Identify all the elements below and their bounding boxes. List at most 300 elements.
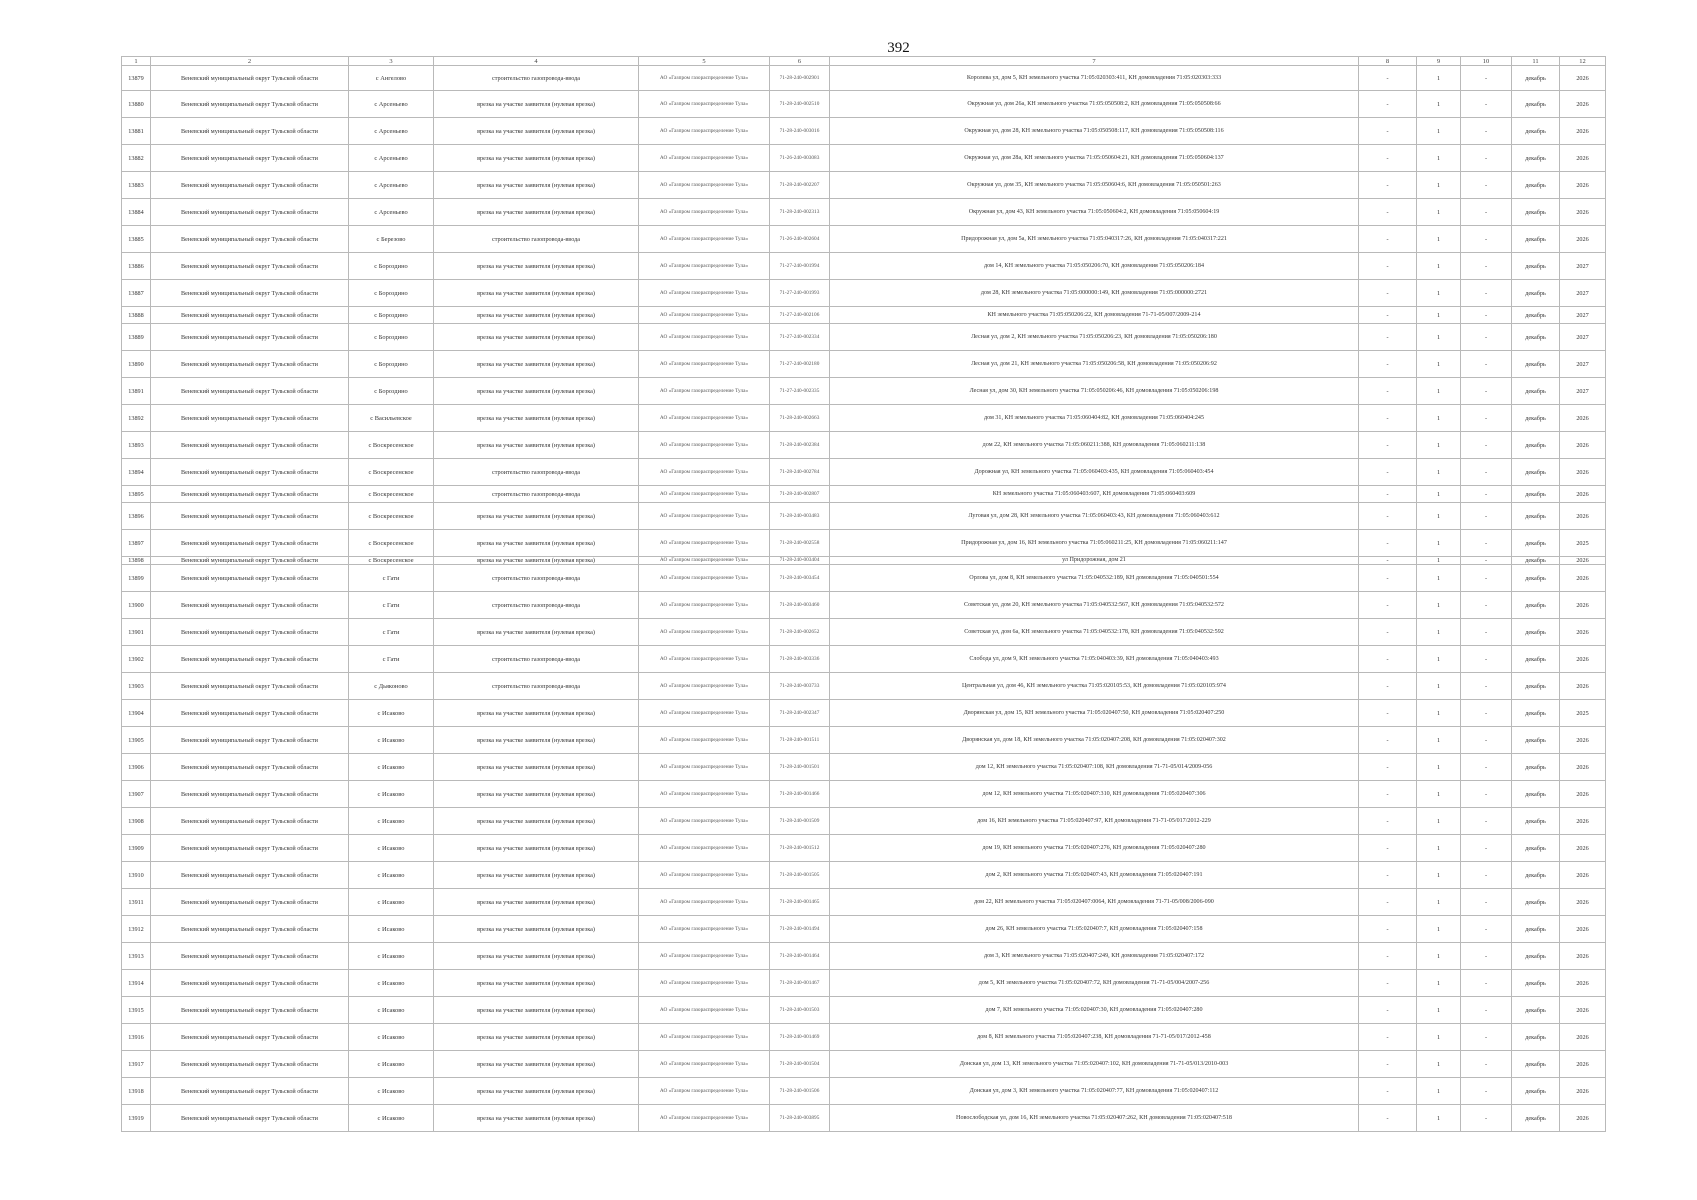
month-cell: декабрь <box>1512 307 1560 324</box>
organization-cell: АО «Газпром газораспределение Тула» <box>639 727 770 754</box>
organization-cell: АО «Газпром газораспределение Тула» <box>639 91 770 118</box>
row-number: 13894 <box>122 459 151 486</box>
organization-cell: АО «Газпром газораспределение Тула» <box>639 253 770 280</box>
col8-cell: - <box>1359 862 1417 889</box>
district-cell: Веневский муниципальный округ Тульской области <box>151 172 349 199</box>
col8-cell: - <box>1359 754 1417 781</box>
table-row <box>122 199 1606 226</box>
row-number: 13900 <box>122 592 151 619</box>
year-cell: 2026 <box>1560 619 1606 646</box>
table-row <box>122 943 1606 970</box>
col8-cell: - <box>1359 226 1417 253</box>
table-row <box>122 91 1606 118</box>
col8-cell: - <box>1359 1024 1417 1051</box>
organization-cell: АО «Газпром газораспределение Тула» <box>639 1105 770 1132</box>
work-type-cell: врезка на участке заявителя (нулевая врезка) <box>434 889 639 916</box>
address-cell: Дворянская ул, дом 18, КН земельного участка 71:05:020407:208, КН домовладения 71:05:020407:302 <box>830 727 1359 754</box>
settlement-cell: с Исаково <box>349 700 434 727</box>
month-cell: декабрь <box>1512 727 1560 754</box>
row-number: 13907 <box>122 781 151 808</box>
district-cell: Веневский муниципальный округ Тульской области <box>151 781 349 808</box>
district-cell: Веневский муниципальный округ Тульской области <box>151 1051 349 1078</box>
row-number: 13906 <box>122 754 151 781</box>
col10-cell: - <box>1461 1051 1512 1078</box>
col10-cell: - <box>1461 199 1512 226</box>
table-row <box>122 1105 1606 1132</box>
column-header-9: 9 <box>1417 57 1461 66</box>
year-cell: 2026 <box>1560 226 1606 253</box>
row-number: 13919 <box>122 1105 151 1132</box>
organization-cell: АО «Газпром газораспределение Тула» <box>639 646 770 673</box>
col10-cell: - <box>1461 378 1512 405</box>
month-cell: декабрь <box>1512 619 1560 646</box>
settlement-cell: с Арсеньево <box>349 199 434 226</box>
month-cell: декабрь <box>1512 145 1560 172</box>
month-cell: декабрь <box>1512 889 1560 916</box>
row-number: 13897 <box>122 530 151 557</box>
year-cell: 2026 <box>1560 118 1606 145</box>
year-cell: 2027 <box>1560 351 1606 378</box>
column-header-4: 4 <box>434 57 639 66</box>
organization-cell: АО «Газпром газораспределение Тула» <box>639 145 770 172</box>
quantity-cell: 1 <box>1417 592 1461 619</box>
year-cell: 2026 <box>1560 91 1606 118</box>
quantity-cell: 1 <box>1417 66 1461 91</box>
quantity-cell: 1 <box>1417 91 1461 118</box>
address-cell: Окружная ул, дом 28а, КН земельного участка 71:05:050604:21, КН домовладения 71:05:050604:137 <box>830 145 1359 172</box>
organization-cell: АО «Газпром газораспределение Тула» <box>639 700 770 727</box>
column-header-1: 1 <box>122 57 151 66</box>
table-row <box>122 557 1606 565</box>
settlement-cell: с Воскресенское <box>349 503 434 530</box>
address-cell: Советская ул, дом 20, КН земельного участка 71:05:040532:567, КН домовладения 71:05:040532:572 <box>830 592 1359 619</box>
organization-cell: АО «Газпром газораспределение Тула» <box>639 172 770 199</box>
col8-cell: - <box>1359 459 1417 486</box>
address-cell: Луговая ул, дом 28, КН земельного участка 71:05:060403:43, КН домовладения 71:05:060403:612 <box>830 503 1359 530</box>
work-type-cell: врезка на участке заявителя (нулевая врезка) <box>434 1051 639 1078</box>
settlement-cell: с Исаково <box>349 1078 434 1105</box>
col8-cell: - <box>1359 646 1417 673</box>
code-cell: 71-26-240-003083 <box>770 145 830 172</box>
table-row <box>122 226 1606 253</box>
district-cell: Веневский муниципальный округ Тульской области <box>151 1105 349 1132</box>
col10-cell: - <box>1461 486 1512 503</box>
code-cell: 71-26-240-002604 <box>770 226 830 253</box>
organization-cell: АО «Газпром газораспределение Тула» <box>639 889 770 916</box>
settlement-cell: с Исаково <box>349 1051 434 1078</box>
col8-cell: - <box>1359 565 1417 592</box>
organization-cell: АО «Газпром газораспределение Тула» <box>639 835 770 862</box>
row-number: 13884 <box>122 199 151 226</box>
col8-cell: - <box>1359 808 1417 835</box>
table-row <box>122 307 1606 324</box>
settlement-cell: с Ангелово <box>349 66 434 91</box>
district-cell: Веневский муниципальный округ Тульской области <box>151 943 349 970</box>
col10-cell: - <box>1461 646 1512 673</box>
address-cell: дом 8, КН земельного участка 71:05:020407:238, КН домовладения 71-71-05/017/2012-458 <box>830 1024 1359 1051</box>
work-type-cell: врезка на участке заявителя (нулевая врезка) <box>434 835 639 862</box>
organization-cell: АО «Газпром газораспределение Тула» <box>639 118 770 145</box>
column-header-11: 11 <box>1512 57 1560 66</box>
row-number: 13899 <box>122 565 151 592</box>
col10-cell: - <box>1461 835 1512 862</box>
quantity-cell: 1 <box>1417 673 1461 700</box>
quantity-cell: 1 <box>1417 378 1461 405</box>
row-number: 13914 <box>122 970 151 997</box>
district-cell: Веневский муниципальный округ Тульской области <box>151 1024 349 1051</box>
organization-cell: АО «Газпром газораспределение Тула» <box>639 970 770 997</box>
code-cell: 71-28-240-001506 <box>770 1078 830 1105</box>
col8-cell: - <box>1359 781 1417 808</box>
month-cell: декабрь <box>1512 486 1560 503</box>
quantity-cell: 1 <box>1417 1105 1461 1132</box>
code-cell: 71-28-240-003460 <box>770 592 830 619</box>
settlement-cell: с Воскресенское <box>349 486 434 503</box>
quantity-cell: 1 <box>1417 351 1461 378</box>
district-cell: Веневский муниципальный округ Тульской области <box>151 808 349 835</box>
row-number: 13881 <box>122 118 151 145</box>
code-cell: 71-28-240-002807 <box>770 486 830 503</box>
work-type-cell: врезка на участке заявителя (нулевая врезка) <box>434 199 639 226</box>
work-type-cell: врезка на участке заявителя (нулевая врезка) <box>434 1078 639 1105</box>
district-cell: Веневский муниципальный округ Тульской области <box>151 280 349 307</box>
col10-cell: - <box>1461 889 1512 916</box>
organization-cell: АО «Газпром газораспределение Тула» <box>639 862 770 889</box>
settlement-cell: с Гати <box>349 646 434 673</box>
row-number: 13910 <box>122 862 151 889</box>
work-type-cell: строительство газопровода-ввода <box>434 66 639 91</box>
address-cell: дом 22, КН земельного участка 71:05:060211:388, КН домовладения 71:05:060211:138 <box>830 432 1359 459</box>
row-number: 13886 <box>122 253 151 280</box>
month-cell: декабрь <box>1512 91 1560 118</box>
organization-cell: АО «Газпром газораспределение Тула» <box>639 997 770 1024</box>
settlement-cell: с Воскресенское <box>349 530 434 557</box>
district-cell: Веневский муниципальный округ Тульской области <box>151 253 349 280</box>
address-cell: Окружная ул, дом 35, КН земельного участка 71:05:050604:6, КН домовладения 71:05:050501:263 <box>830 172 1359 199</box>
table-row <box>122 118 1606 145</box>
address-cell: дом 12, КН земельного участка 71:05:020407:310, КН домовладения 71:05:020407:306 <box>830 781 1359 808</box>
month-cell: декабрь <box>1512 351 1560 378</box>
month-cell: декабрь <box>1512 970 1560 997</box>
table-row <box>122 673 1606 700</box>
table-row <box>122 916 1606 943</box>
code-cell: 71-27-240-002335 <box>770 378 830 405</box>
quantity-cell: 1 <box>1417 1078 1461 1105</box>
work-type-cell: врезка на участке заявителя (нулевая врезка) <box>434 1024 639 1051</box>
organization-cell: АО «Газпром газораспределение Тула» <box>639 916 770 943</box>
settlement-cell: с Воскресенское <box>349 432 434 459</box>
address-cell: КН земельного участка 71:05:050206:22, КН домовладения 71-71-05/007/2009-214 <box>830 307 1359 324</box>
row-number: 13892 <box>122 405 151 432</box>
district-cell: Веневский муниципальный округ Тульской области <box>151 226 349 253</box>
organization-cell: АО «Газпром газораспределение Тула» <box>639 565 770 592</box>
work-type-cell: врезка на участке заявителя (нулевая врезка) <box>434 172 639 199</box>
year-cell: 2027 <box>1560 324 1606 351</box>
month-cell: декабрь <box>1512 781 1560 808</box>
address-cell: дом 16, КН земельного участка 71:05:020407:97, КН домовладения 71-71-05/017/2012-229 <box>830 808 1359 835</box>
month-cell: декабрь <box>1512 253 1560 280</box>
settlement-cell: с Исаково <box>349 1105 434 1132</box>
row-number: 13893 <box>122 432 151 459</box>
col8-cell: - <box>1359 118 1417 145</box>
month-cell: декабрь <box>1512 565 1560 592</box>
year-cell: 2026 <box>1560 503 1606 530</box>
code-cell: 71-28-240-003016 <box>770 118 830 145</box>
district-cell: Веневский муниципальный округ Тульской области <box>151 592 349 619</box>
table-row <box>122 145 1606 172</box>
column-header-6: 6 <box>770 57 830 66</box>
col8-cell: - <box>1359 91 1417 118</box>
work-type-cell: врезка на участке заявителя (нулевая врезка) <box>434 118 639 145</box>
organization-cell: АО «Газпром газораспределение Тула» <box>639 280 770 307</box>
address-cell: Дворянская ул, дом 15, КН земельного участка 71:05:020407:50, КН домовладения 71:05:020407:250 <box>830 700 1359 727</box>
work-type-cell: врезка на участке заявителя (нулевая врезка) <box>434 405 639 432</box>
col8-cell: - <box>1359 916 1417 943</box>
district-cell: Веневский муниципальный округ Тульской области <box>151 835 349 862</box>
settlement-cell: с Исаково <box>349 1024 434 1051</box>
table-row <box>122 1051 1606 1078</box>
col10-cell: - <box>1461 226 1512 253</box>
year-cell: 2026 <box>1560 459 1606 486</box>
work-type-cell: врезка на участке заявителя (нулевая врезка) <box>434 253 639 280</box>
work-type-cell: врезка на участке заявителя (нулевая врезка) <box>434 145 639 172</box>
col8-cell: - <box>1359 835 1417 862</box>
quantity-cell: 1 <box>1417 199 1461 226</box>
month-cell: декабрь <box>1512 432 1560 459</box>
col8-cell: - <box>1359 486 1417 503</box>
district-cell: Веневский муниципальный округ Тульской области <box>151 432 349 459</box>
month-cell: декабрь <box>1512 1051 1560 1078</box>
table-row <box>122 727 1606 754</box>
work-type-cell: врезка на участке заявителя (нулевая врезка) <box>434 1105 639 1132</box>
address-cell: Донская ул, дом 13, КН земельного участка 71:05:020407:102, КН домовладения 71-71-05/013/2010-003 <box>830 1051 1359 1078</box>
work-type-cell: строительство газопровода-ввода <box>434 459 639 486</box>
col8-cell: - <box>1359 1051 1417 1078</box>
year-cell: 2026 <box>1560 916 1606 943</box>
code-cell: 71-28-240-003454 <box>770 565 830 592</box>
column-header-12: 12 <box>1560 57 1606 66</box>
settlement-cell: с Исаково <box>349 754 434 781</box>
year-cell: 2025 <box>1560 700 1606 727</box>
year-cell: 2026 <box>1560 199 1606 226</box>
quantity-cell: 1 <box>1417 970 1461 997</box>
work-type-cell: врезка на участке заявителя (нулевая врезка) <box>434 503 639 530</box>
work-type-cell: строительство газопровода-ввода <box>434 226 639 253</box>
col8-cell: - <box>1359 970 1417 997</box>
code-cell: 71-27-240-002334 <box>770 324 830 351</box>
month-cell: декабрь <box>1512 916 1560 943</box>
table-row <box>122 280 1606 307</box>
code-cell: 71-27-240-002106 <box>770 307 830 324</box>
work-type-cell: врезка на участке заявителя (нулевая врезка) <box>434 619 639 646</box>
work-type-cell: врезка на участке заявителя (нулевая врезка) <box>434 808 639 835</box>
table-row <box>122 66 1606 91</box>
district-cell: Веневский муниципальный округ Тульской области <box>151 324 349 351</box>
organization-cell: АО «Газпром газораспределение Тула» <box>639 557 770 565</box>
district-cell: Веневский муниципальный округ Тульской области <box>151 970 349 997</box>
year-cell: 2026 <box>1560 486 1606 503</box>
address-cell: Донская ул, дом 3, КН земельного участка 71:05:020407:77, КН домовладения 71:05:020407:112 <box>830 1078 1359 1105</box>
work-type-cell: врезка на участке заявителя (нулевая врезка) <box>434 916 639 943</box>
address-cell: Лесная ул, дом 30, КН земельного участка 71:05:050206:46, КН домовладения 71:05:050206:198 <box>830 378 1359 405</box>
col8-cell: - <box>1359 66 1417 91</box>
quantity-cell: 1 <box>1417 1051 1461 1078</box>
col10-cell: - <box>1461 673 1512 700</box>
quantity-cell: 1 <box>1417 619 1461 646</box>
col8-cell: - <box>1359 199 1417 226</box>
settlement-cell: с Исаково <box>349 997 434 1024</box>
quantity-cell: 1 <box>1417 943 1461 970</box>
year-cell: 2027 <box>1560 280 1606 307</box>
row-number: 13917 <box>122 1051 151 1078</box>
address-cell: дом 28, КН земельного участка 71:05:000000:149, КН домовладения 71:05:000000:2721 <box>830 280 1359 307</box>
code-cell: 71-28-240-003895 <box>770 1105 830 1132</box>
district-cell: Веневский муниципальный округ Тульской области <box>151 145 349 172</box>
year-cell: 2026 <box>1560 557 1606 565</box>
district-cell: Веневский муниципальный округ Тульской области <box>151 565 349 592</box>
district-cell: Веневский муниципальный округ Тульской области <box>151 199 349 226</box>
year-cell: 2026 <box>1560 66 1606 91</box>
address-cell: дом 12, КН земельного участка 71:05:020407:108, КН домовладения 71-71-05/014/2009-056 <box>830 754 1359 781</box>
code-cell: 71-28-240-001503 <box>770 997 830 1024</box>
table-row <box>122 405 1606 432</box>
district-cell: Веневский муниципальный округ Тульской области <box>151 1078 349 1105</box>
code-cell: 71-28-240-002347 <box>770 700 830 727</box>
settlement-cell: с Воскресенское <box>349 557 434 565</box>
month-cell: декабрь <box>1512 700 1560 727</box>
quantity-cell: 1 <box>1417 781 1461 808</box>
table-row <box>122 378 1606 405</box>
col8-cell: - <box>1359 727 1417 754</box>
col8-cell: - <box>1359 172 1417 199</box>
organization-cell: АО «Газпром газораспределение Тула» <box>639 486 770 503</box>
row-number: 13905 <box>122 727 151 754</box>
settlement-cell: с Исаково <box>349 943 434 970</box>
year-cell: 2026 <box>1560 781 1606 808</box>
month-cell: декабрь <box>1512 503 1560 530</box>
code-cell: 71-28-240-002313 <box>770 199 830 226</box>
year-cell: 2026 <box>1560 646 1606 673</box>
organization-cell: АО «Газпром газораспределение Тула» <box>639 592 770 619</box>
settlement-cell: с Воскресенское <box>349 459 434 486</box>
col8-cell: - <box>1359 378 1417 405</box>
col8-cell: - <box>1359 619 1417 646</box>
district-cell: Веневский муниципальный округ Тульской области <box>151 916 349 943</box>
address-cell: Центральная ул, дом 46, КН земельного участка 71:05:020105:53, КН домовладения 71:05:020105:974 <box>830 673 1359 700</box>
organization-cell: АО «Газпром газораспределение Тула» <box>639 226 770 253</box>
quantity-cell: 1 <box>1417 916 1461 943</box>
month-cell: декабрь <box>1512 324 1560 351</box>
row-number: 13887 <box>122 280 151 307</box>
settlement-cell: с Гати <box>349 592 434 619</box>
code-cell: 71-28-240-002207 <box>770 172 830 199</box>
col10-cell: - <box>1461 565 1512 592</box>
col10-cell: - <box>1461 118 1512 145</box>
table-row <box>122 432 1606 459</box>
code-cell: 71-28-240-003404 <box>770 557 830 565</box>
district-cell: Веневский муниципальный округ Тульской области <box>151 889 349 916</box>
table-row <box>122 970 1606 997</box>
address-cell: Окружная ул, дом 26а, КН земельного участка 71:05:050508:2, КН домовладения 71:05:050508:66 <box>830 91 1359 118</box>
col8-cell: - <box>1359 700 1417 727</box>
col8-cell: - <box>1359 943 1417 970</box>
year-cell: 2026 <box>1560 673 1606 700</box>
col10-cell: - <box>1461 1024 1512 1051</box>
work-type-cell: врезка на участке заявителя (нулевая врезка) <box>434 432 639 459</box>
quantity-cell: 1 <box>1417 253 1461 280</box>
table-row <box>122 997 1606 1024</box>
code-cell: 71-28-240-001466 <box>770 781 830 808</box>
table-row <box>122 530 1606 557</box>
work-type-cell: врезка на участке заявителя (нулевая врезка) <box>434 970 639 997</box>
year-cell: 2026 <box>1560 808 1606 835</box>
col8-cell: - <box>1359 324 1417 351</box>
row-number: 13889 <box>122 324 151 351</box>
code-cell: 71-28-240-001509 <box>770 808 830 835</box>
col8-cell: - <box>1359 145 1417 172</box>
code-cell: 71-28-240-001505 <box>770 862 830 889</box>
col10-cell: - <box>1461 405 1512 432</box>
district-cell: Веневский муниципальный округ Тульской области <box>151 754 349 781</box>
district-cell: Веневский муниципальный округ Тульской области <box>151 66 349 91</box>
quantity-cell: 1 <box>1417 324 1461 351</box>
settlement-cell: с Арсеньево <box>349 91 434 118</box>
col10-cell: - <box>1461 1105 1512 1132</box>
col10-cell: - <box>1461 700 1512 727</box>
district-cell: Веневский муниципальный округ Тульской области <box>151 619 349 646</box>
settlement-cell: с Березово <box>349 226 434 253</box>
month-cell: декабрь <box>1512 943 1560 970</box>
month-cell: декабрь <box>1512 1105 1560 1132</box>
district-cell: Веневский муниципальный округ Тульской области <box>151 997 349 1024</box>
column-header-7: 7 <box>830 57 1359 66</box>
quantity-cell: 1 <box>1417 459 1461 486</box>
code-cell: 71-28-240-001501 <box>770 754 830 781</box>
table-row <box>122 754 1606 781</box>
page-number: 392 <box>887 40 910 56</box>
organization-cell: АО «Газпром газораспределение Тула» <box>639 1024 770 1051</box>
quantity-cell: 1 <box>1417 307 1461 324</box>
col8-cell: - <box>1359 673 1417 700</box>
table-row <box>122 1078 1606 1105</box>
month-cell: декабрь <box>1512 378 1560 405</box>
table-row <box>122 646 1606 673</box>
year-cell: 2026 <box>1560 1051 1606 1078</box>
table-row <box>122 862 1606 889</box>
table-row <box>122 700 1606 727</box>
col8-cell: - <box>1359 530 1417 557</box>
col8-cell: - <box>1359 503 1417 530</box>
district-cell: Веневский муниципальный округ Тульской области <box>151 351 349 378</box>
year-cell: 2026 <box>1560 1078 1606 1105</box>
month-cell: декабрь <box>1512 754 1560 781</box>
year-cell: 2026 <box>1560 1105 1606 1132</box>
quantity-cell: 1 <box>1417 862 1461 889</box>
month-cell: декабрь <box>1512 226 1560 253</box>
district-cell: Веневский муниципальный округ Тульской области <box>151 91 349 118</box>
quantity-cell: 1 <box>1417 1024 1461 1051</box>
col10-cell: - <box>1461 307 1512 324</box>
quantity-cell: 1 <box>1417 432 1461 459</box>
organization-cell: АО «Газпром газораспределение Тула» <box>639 530 770 557</box>
code-cell: 71-28-240-002901 <box>770 66 830 91</box>
row-number: 13885 <box>122 226 151 253</box>
col8-cell: - <box>1359 889 1417 916</box>
row-number: 13891 <box>122 378 151 405</box>
organization-cell: АО «Газпром газораспределение Тула» <box>639 324 770 351</box>
col10-cell: - <box>1461 781 1512 808</box>
district-cell: Веневский муниципальный округ Тульской области <box>151 862 349 889</box>
